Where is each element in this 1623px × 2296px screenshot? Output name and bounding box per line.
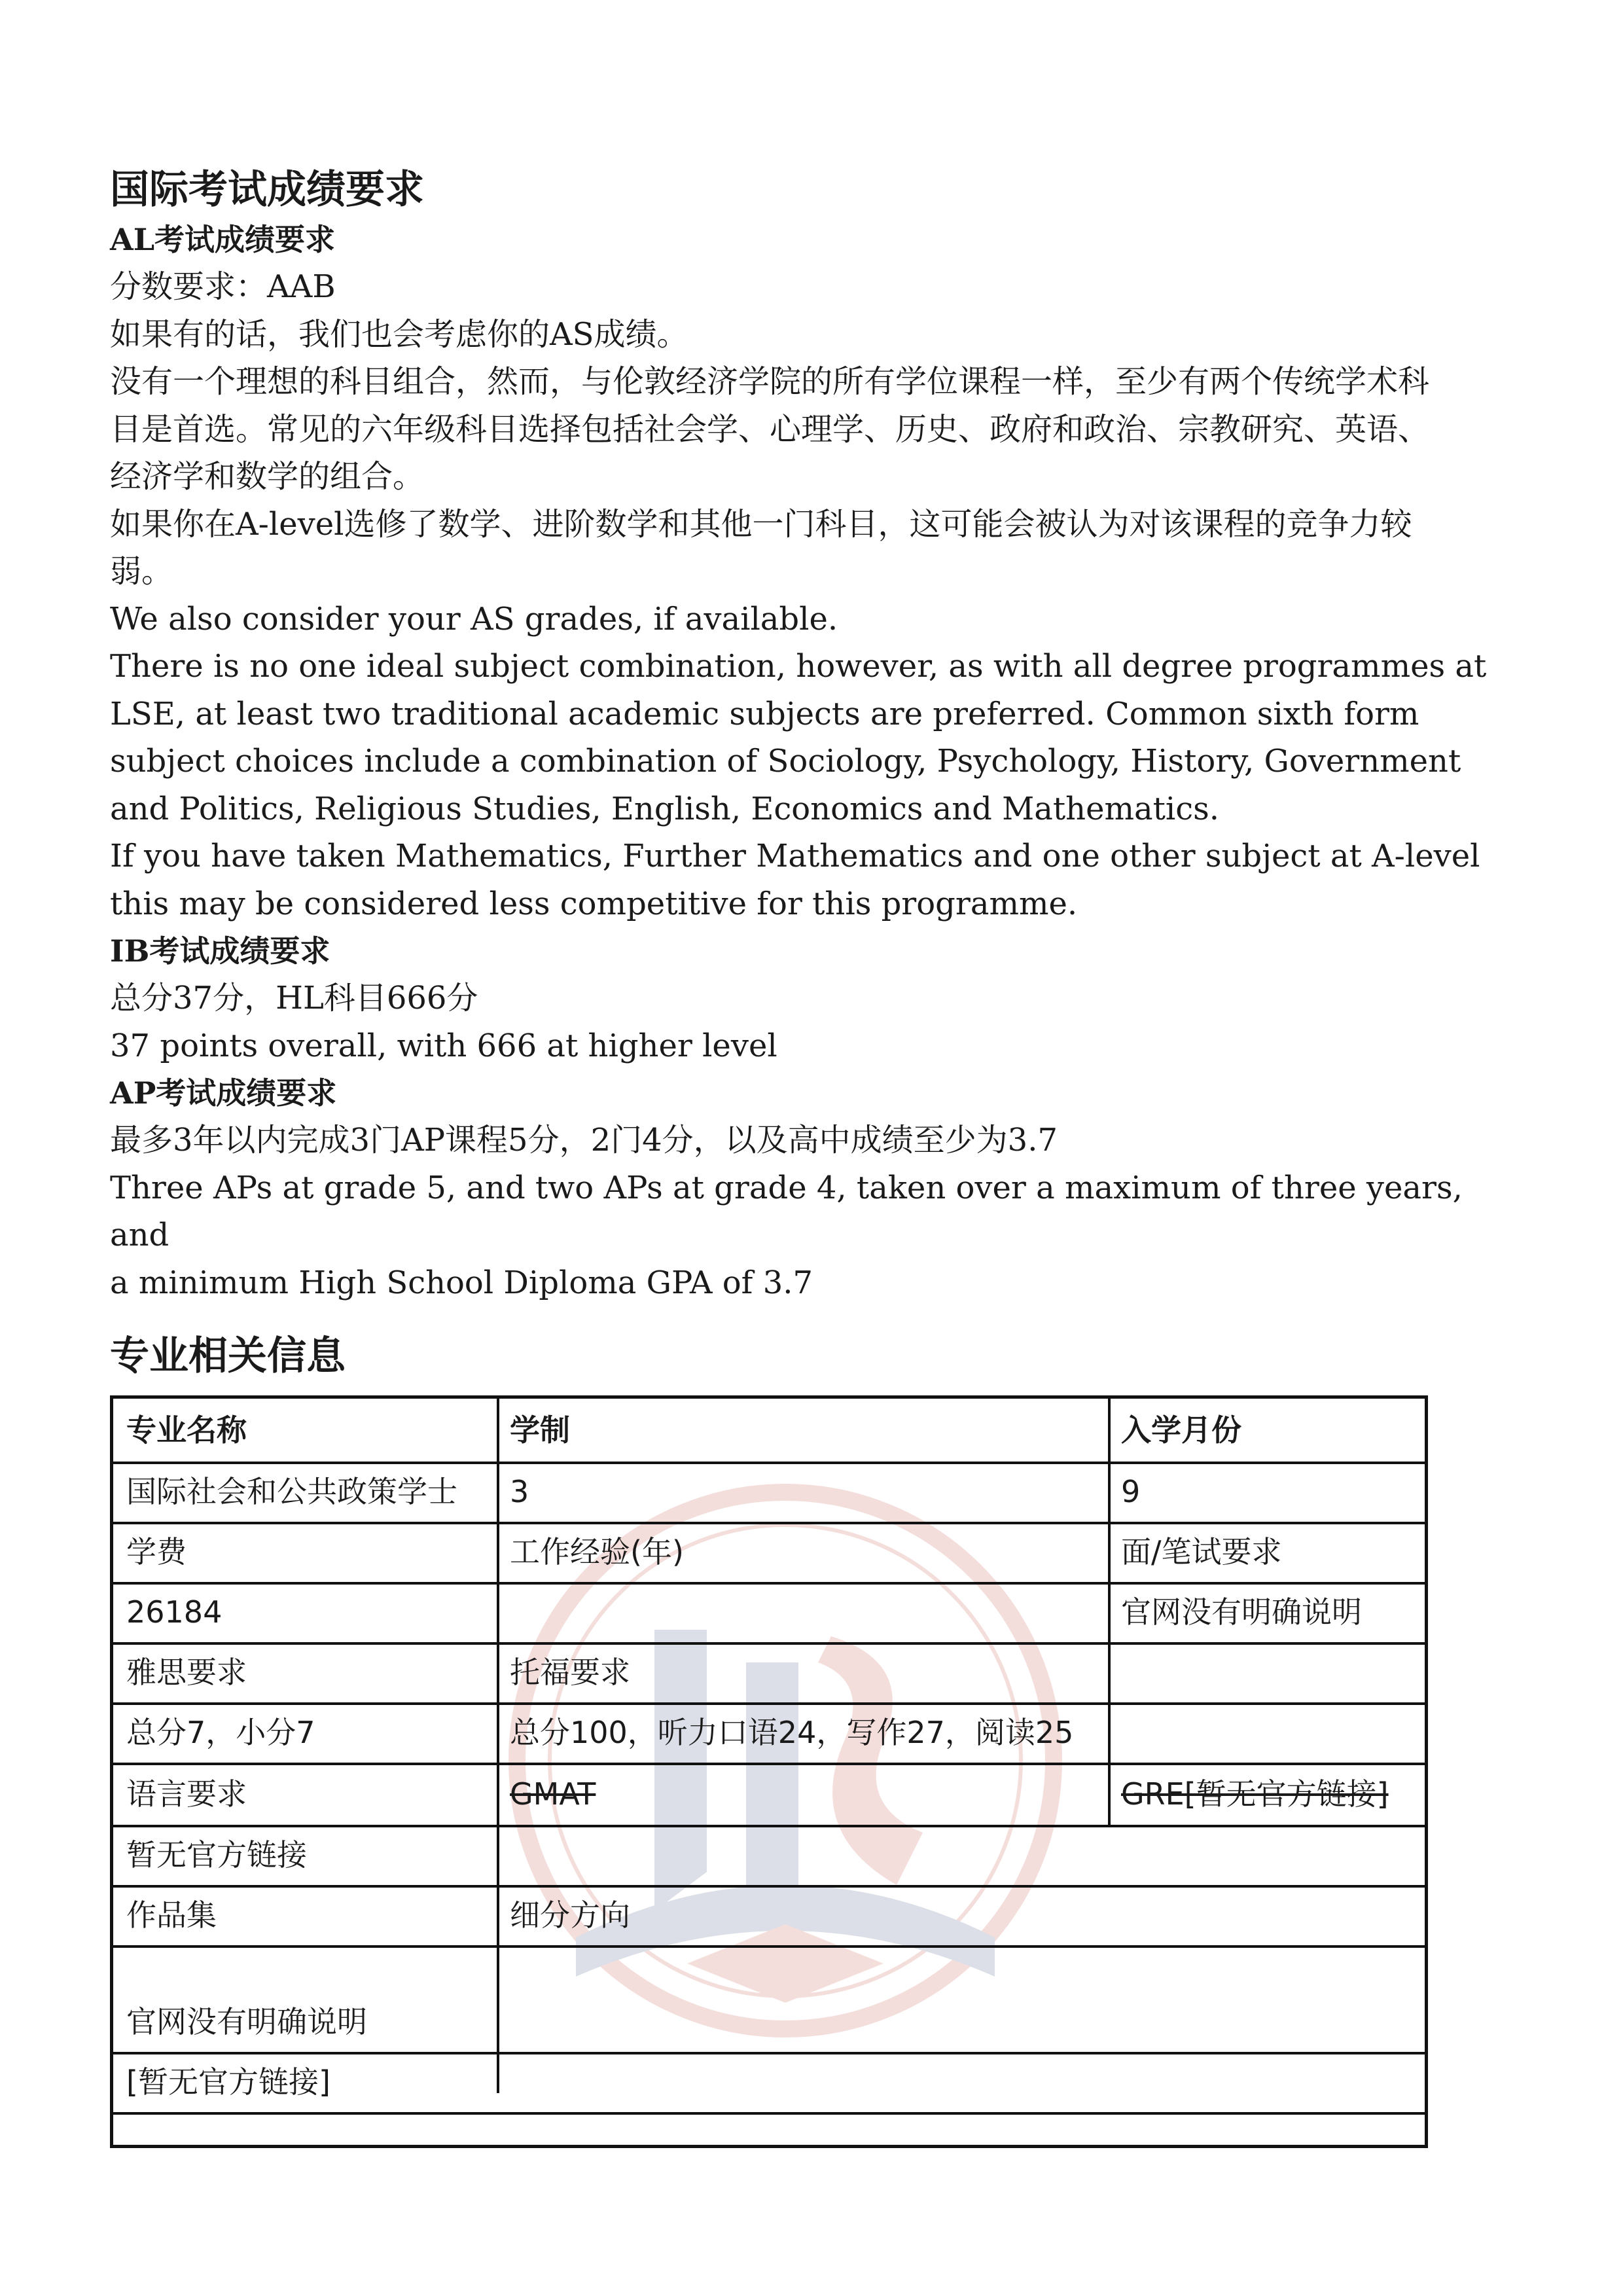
ap-line: a minimum High School Diploma GPA of 3.7 [110, 1264, 813, 1301]
al-line: 目是首选。常见的六年级科目选择包括社会学、心理学、历史、政府和政治、宗教研究、英语、 [110, 410, 1430, 448]
label-ielts: 雅思要求 [126, 1655, 247, 1690]
ap-heading: AP考试成绩要求 [110, 1075, 337, 1111]
header-program-name: 专业名称 [126, 1412, 247, 1448]
header-intake-month: 入学月份 [1121, 1412, 1241, 1448]
program-info-table [110, 1395, 1428, 2148]
program-title: 专业相关信息 [110, 1333, 346, 1379]
al-line: 弱。 [110, 553, 173, 590]
label-toefl: 托福要求 [510, 1655, 630, 1690]
ielts-value: 总分7，小分7 [126, 1715, 315, 1750]
al-line: 如果你在A-level选修了数学、进阶数学和其他一门科目，这可能会被认为对该课程的竞争力较 [110, 505, 1412, 543]
label-gre: GRE[暂无官方链接] [1121, 1776, 1389, 1812]
al-line: this may be considered less competitive for this programme. [110, 885, 1078, 922]
program-duration: 3 [510, 1474, 529, 1509]
toefl-value: 总分100，听力口语24，写作27，阅读25 [510, 1715, 1074, 1750]
label-tuition: 学费 [126, 1534, 187, 1570]
label-specialization: 细分方向 [510, 1897, 630, 1933]
al-line: If you have taken Mathematics, Further Mathematics and one other subject at A-level [110, 838, 1480, 874]
ib-line: 总分37分，HL科目666分 [110, 980, 478, 1016]
label-gmat: GMAT [510, 1776, 596, 1812]
interview-value: 官网没有明确说明 [1121, 1594, 1362, 1630]
language-link: 暂无官方链接 [126, 1837, 307, 1873]
label-portfolio: 作品集 [126, 1897, 217, 1933]
ib-heading: IB考试成绩要求 [110, 933, 330, 969]
al-line: subject choices include a combination of Sociology, Psychology, History, Government [110, 743, 1461, 780]
program-intake-month: 9 [1121, 1474, 1141, 1509]
ap-line: Three APs at grade 5, and two APs at grade 4, taken over a maximum of three years, and [110, 1169, 1463, 1253]
official-link: [暂无官方链接] [126, 2064, 330, 2100]
program-name: 国际社会和公共政策学士 [126, 1474, 457, 1509]
exam-title: 国际考试成绩要求 [110, 167, 424, 213]
tuition-value: 26184 [126, 1594, 223, 1630]
label-language: 语言要求 [126, 1776, 247, 1812]
exam-section [110, 164, 1517, 1306]
ap-line: 最多3年以内完成3门AP课程5分，2门4分，以及高中成绩至少为3.7 [110, 1122, 1058, 1158]
al-line: 没有一个理想的科目组合，然而，与伦敦经济学院的所有学位课程一样，至少有两个传统学术科 [110, 363, 1430, 400]
portfolio-value: 官网没有明确说明 [126, 2004, 367, 2039]
al-line: There is no one ideal subject combination, however, as with all degree programmes at [110, 648, 1487, 685]
al-line: 经济学和数学的组合。 [110, 458, 425, 495]
al-line: LSE, at least two traditional academic subjects are preferred. Common sixth form [110, 695, 1419, 732]
label-work-experience: 工作经验(年) [510, 1534, 684, 1570]
al-line: and Politics, Religious Studies, English, Economics and Mathematics. [110, 790, 1220, 827]
header-duration: 学制 [510, 1412, 570, 1448]
ib-line: 37 points overall, with 666 at higher level [110, 1027, 777, 1064]
program-section [110, 1323, 346, 1389]
al-line: 如果有的话，我们也会考虑你的AS成绩。 [110, 315, 688, 353]
al-heading: AL考试成绩要求 [110, 222, 336, 257]
al-line: 分数要求：AAB [110, 268, 336, 305]
label-interview: 面/笔试要求 [1121, 1534, 1282, 1570]
al-line: We also consider your AS grades, if available. [110, 600, 838, 637]
